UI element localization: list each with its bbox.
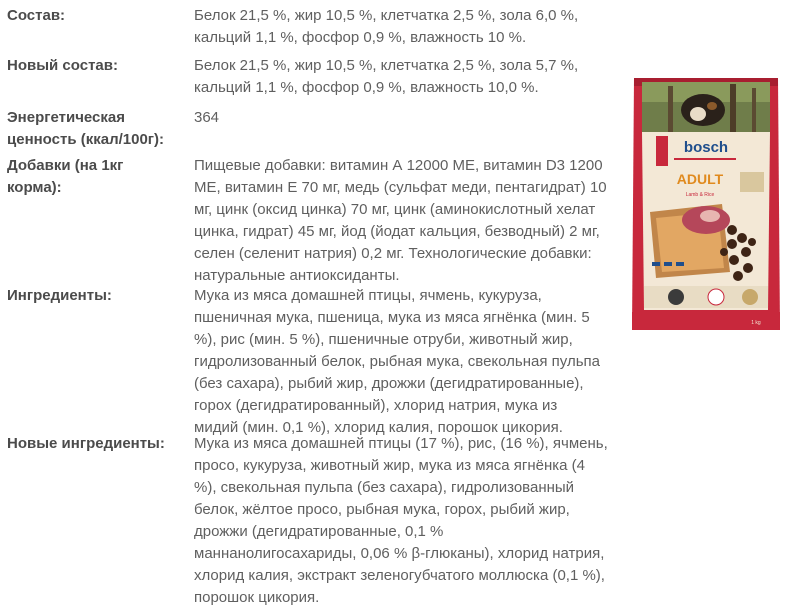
- spec-label: Новые ингредиенты:: [7, 435, 165, 452]
- product-line-text: ADULT: [676, 171, 724, 187]
- spec-label: Добавки (на 1кг корма):: [7, 157, 124, 196]
- spec-value: Пищевые добавки: витамин А 12000 МЕ, витамин D3 1200 МЕ, витамин Е 70 мг, медь (сульфат меди, пентагидрат) 10 мг, цинк (оксид цинка) 70 мг, цинк (аминокислотный хелат цинка, гидрат) 45 мг, йод (йодат кальция, безводный) 2 мг, селен (селенит натрия) 0,2 мг. Технологические добавки: натуральные антиоксиданты.: [194, 157, 607, 284]
- spec-value: Мука из мяса домашней птицы, ячмень, кукуруза, пшеничная мука, пшеница, мука из мяса ягнёнка (мин. 5 %), рис (мин. 5 %), пшеничные отруби, животный жир, гидролизованный белок, рыбная мука, свекольная пульпа (без сахара), рыбий жир, дрожжи (дегидратированные), горох (дегидратированный), хлорид натрия, мука из мидий (мин. 0,1 %), хлорид калия, порошок цикория.: [194, 287, 600, 436]
- spec-value: Белок 21,5 %, жир 10,5 %, клетчатка 2,5 %, зола 5,7 %, кальций 1,1 %, фосфор 0,9 %, влажность 10,0 %.: [194, 57, 579, 96]
- product-variant-text: Lamb & Rice: [685, 192, 715, 198]
- brand-logo-text: bosch: [683, 139, 729, 156]
- spec-value: 364: [194, 109, 220, 126]
- spec-label: Состав:: [7, 7, 66, 24]
- product-weight-text: 1 kg: [751, 320, 761, 326]
- spec-label: Энергетическая ценность (ккал/100г):: [7, 109, 165, 148]
- spec-value: Мука из мяса домашней птицы (17 %), рис, (16 %), ячмень, просо, кукуруза, животный жир, мука из мяса ягнёнка (4 %), свекольная пульпа (без сахара), гидролизованный белок, жёлтое просо, рыбная мука, горох, рыбий жир, дрожжи (дегидратированные, 0,1 % маннанолигосахариды, 0,06 % β-глюканы), хлорид натрия, хлорид калия, экстракт зеленогубчатого моллюска (0,1 %), порошок цикория.: [194, 435, 608, 606]
- spec-label: Ингредиенты:: [7, 287, 112, 304]
- spec-value: Белок 21,5 %, жир 10,5 %, клетчатка 2,5 %, зола 6,0 %, кальций 1,1 %, фосфор 0,9 %, влажность 10 %.: [194, 7, 579, 46]
- dog-food-bag-illustration: [628, 72, 784, 336]
- product-image: [628, 72, 784, 336]
- spec-label: Новый состав:: [7, 57, 118, 74]
